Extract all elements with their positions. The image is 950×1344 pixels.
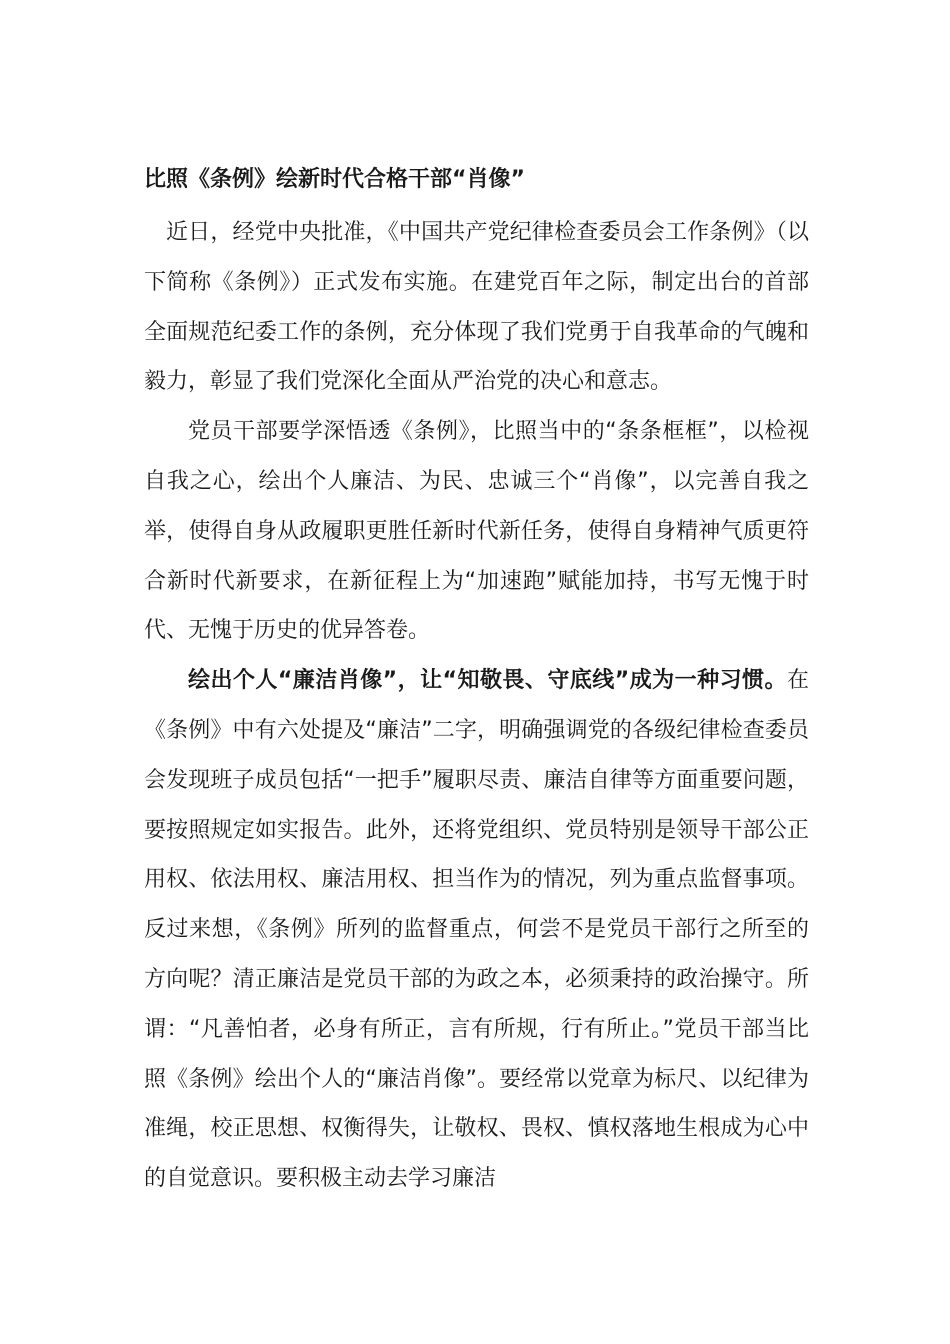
paragraph-integrity-lead: 绘出个人“廉洁肖像”，让“知敬畏、守底线”成为一种习惯。 [188, 668, 787, 694]
paragraph-intro-text: 近日，经党中央批准，《中国共产党纪律检查委员会工作条例》（以下简称《条例》）正式发布实施。在建党百年之际，制定出台的首部全面规范纪委工作的条例，充分体现了我们党勇于自我革命的气魄和毅力，彰显了我们党深化全面从严治党的决心和意志。 [144, 220, 809, 395]
paragraph-integrity [144, 656, 809, 1204]
paragraph-intro [144, 208, 809, 407]
document-title: 比照《条例》绘新时代合格干部“肖像” [144, 167, 525, 192]
paragraph-overview-text: 党员干部要学深悟透《条例》，比照当中的“条条框框”，以检视自我之心，绘出个人廉洁、为民、忠诚三个“肖像”，以完善自我之举，使得自身从政履职更胜任新时代新任务，使得自身精神气质更符合新时代新要求，在新征程上为“加速跑”赋能加持，书写无愧于时代、无愧于历史的优异答卷。 [144, 419, 809, 644]
document-body [144, 158, 809, 1204]
paragraph-overview [144, 407, 809, 656]
paragraph-integrity-text: 在《条例》中有六处提及“廉洁”二字，明确强调党的各级纪律检查委员会发现班子成员包括“一把手”履职尽责、廉洁自律等方面重要问题，要按照规定如实报告。此外，还将党组织、党员特别是领导干部公正用权、依法用权、廉洁用权、担当作为的情况，列为重点监督事项。反过来想，《条例》所列的监督重点，何尝不是党员干部行之所至的方向呢？清正廉洁是党员干部的为政之本，必须秉持的政治操守。所谓：“凡善怕者，必身有所正，言有所规，行有所止。”党员干部当比照《条例》绘出个人的“廉洁肖像”。要经常以党章为标尺、以纪律为准绳，校正思想、权衡得失，让敬权、畏权、慎权落地生根成为心中的自觉意识。要积极主动去学习廉洁 [144, 668, 809, 1192]
